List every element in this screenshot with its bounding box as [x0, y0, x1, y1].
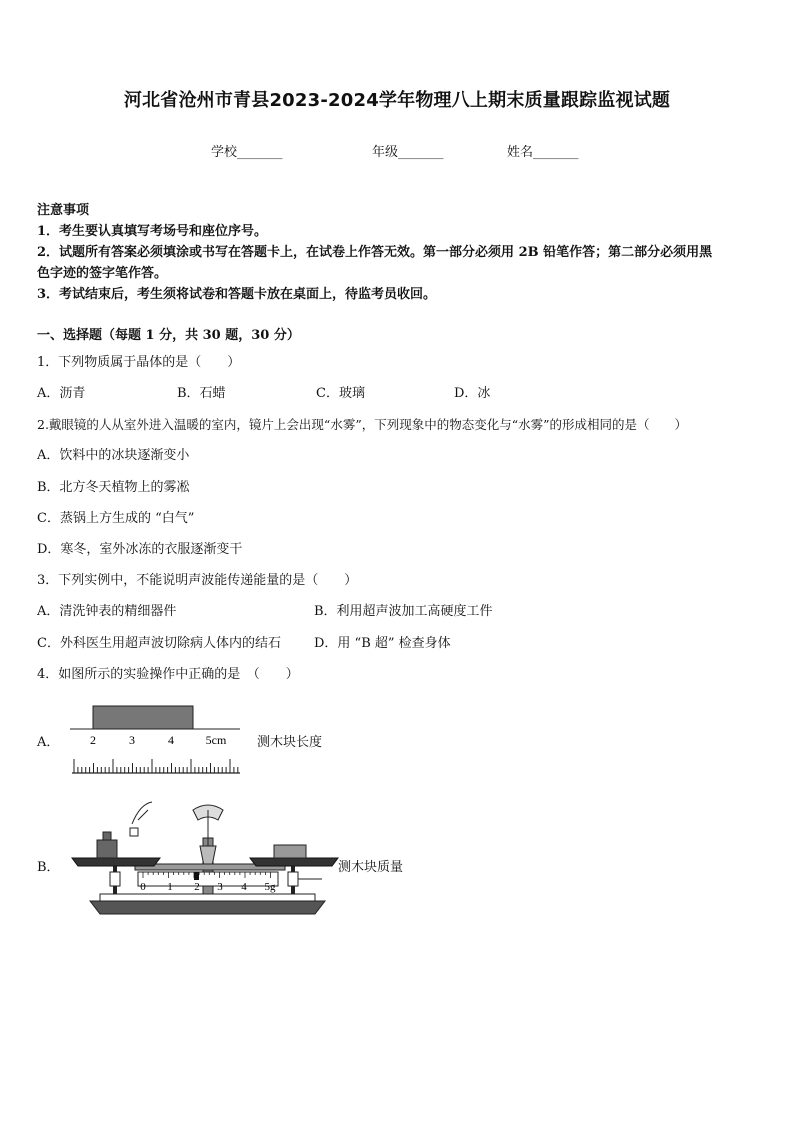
small-weight — [130, 828, 138, 836]
q4-option-b-caption: 测木块质量 — [338, 860, 404, 875]
right-pan — [250, 858, 338, 866]
balance-label: 2 — [194, 881, 200, 893]
right-screw — [288, 872, 298, 886]
note-item-2-cont: 色字迹的签字笔作答。 — [37, 266, 168, 281]
q3-option-b: B．利用超声波加工高硬度工件 — [314, 604, 493, 619]
q2-option-a: A．饮料中的冰块逐渐变小 — [37, 448, 190, 463]
left-screw — [110, 872, 120, 886]
balance-label: 3 — [217, 881, 223, 893]
ruler-label: 3 — [129, 733, 135, 747]
ruler-figure — [60, 700, 250, 780]
page-title: 河北省沧州市青县2023-2024学年物理八上期末质量跟踪监视试题 — [123, 90, 671, 111]
balance-base — [90, 901, 325, 914]
balance-label: 0 — [140, 881, 146, 893]
scale-bar — [138, 872, 278, 886]
weight-knob — [103, 832, 111, 840]
wooden-block — [93, 706, 193, 729]
grade-field: 年级_______ — [372, 145, 444, 160]
balance-label: 1 — [167, 881, 173, 893]
q4-option-a-label: A． — [37, 735, 60, 750]
wooden-block — [274, 845, 306, 858]
balance-label: 4 — [241, 881, 247, 893]
ruler-label: 5cm — [205, 733, 227, 747]
ruler-ticks — [74, 759, 238, 773]
q1-option-a: A．沥青 — [37, 386, 86, 401]
notes-heading: 注意事项 — [37, 203, 90, 218]
q2-option-c: C．蒸锅上方生成的 “白气” — [37, 511, 195, 526]
weight — [97, 840, 117, 858]
balance-base-top — [100, 894, 315, 901]
balance-figure — [60, 796, 350, 931]
q3-option-a: A．清洗钟表的精细器件 — [37, 604, 177, 619]
q3-option-d: D．用 “B 超” 检查身体 — [314, 636, 451, 651]
note-item-2: 2．试题所有答案必须填涂或书写在答题卡上，在试卷上作答无效。第一部分必须用 2B 铅笔作答；第二部分必须用黑 — [37, 245, 713, 260]
q1-option-b: B．石蜡 — [177, 386, 226, 401]
question-4-stem: 4．如图所示的实验操作中正确的是 （ ） — [37, 667, 299, 682]
left-pan — [72, 858, 160, 866]
question-3-stem: 3．下列实例中，不能说明声波能传递能量的是（ ） — [37, 573, 358, 588]
q2-option-b: B．北方冬天植物上的雾凇 — [37, 480, 190, 495]
pointer-housing — [200, 846, 216, 866]
rider — [194, 872, 199, 880]
question-1-stem: 1．下列物质属于晶体的是（ ） — [37, 355, 241, 370]
q3-option-c: C．外科医生用超声波切除病人体内的结石 — [37, 636, 281, 651]
balance-label: 5g — [264, 881, 276, 893]
q1-option-c: C．玻璃 — [316, 386, 365, 401]
name-field: 姓名_______ — [507, 145, 579, 160]
q4-option-b-label: B． — [37, 860, 60, 875]
note-item-1: 1．考生要认真填写考场号和座位序号。 — [37, 224, 268, 239]
q2-option-d: D．寒冬，室外冰冻的衣服逐渐变干 — [37, 542, 243, 557]
school-field: 学校_______ — [211, 145, 283, 160]
ruler-label: 4 — [168, 733, 174, 747]
question-2-stem: 2.戴眼镜的人从室外进入温暖的室内，镜片上会出现“水雾”，下列现象中的物态变化与“水雾”的形成相同的是（ ） — [37, 417, 687, 432]
hand-icon — [132, 802, 152, 824]
note-item-3: 3．考试结束后，考生须将试卷和答题卡放在桌面上，待监考员收回。 — [37, 287, 437, 302]
section-heading: 一、选择题（每题 1 分，共 30 题，30 分） — [37, 328, 300, 343]
ruler-label: 2 — [90, 733, 96, 747]
q1-option-d: D．冰 — [454, 386, 491, 401]
q4-option-a-caption: 测木块长度 — [257, 735, 323, 750]
